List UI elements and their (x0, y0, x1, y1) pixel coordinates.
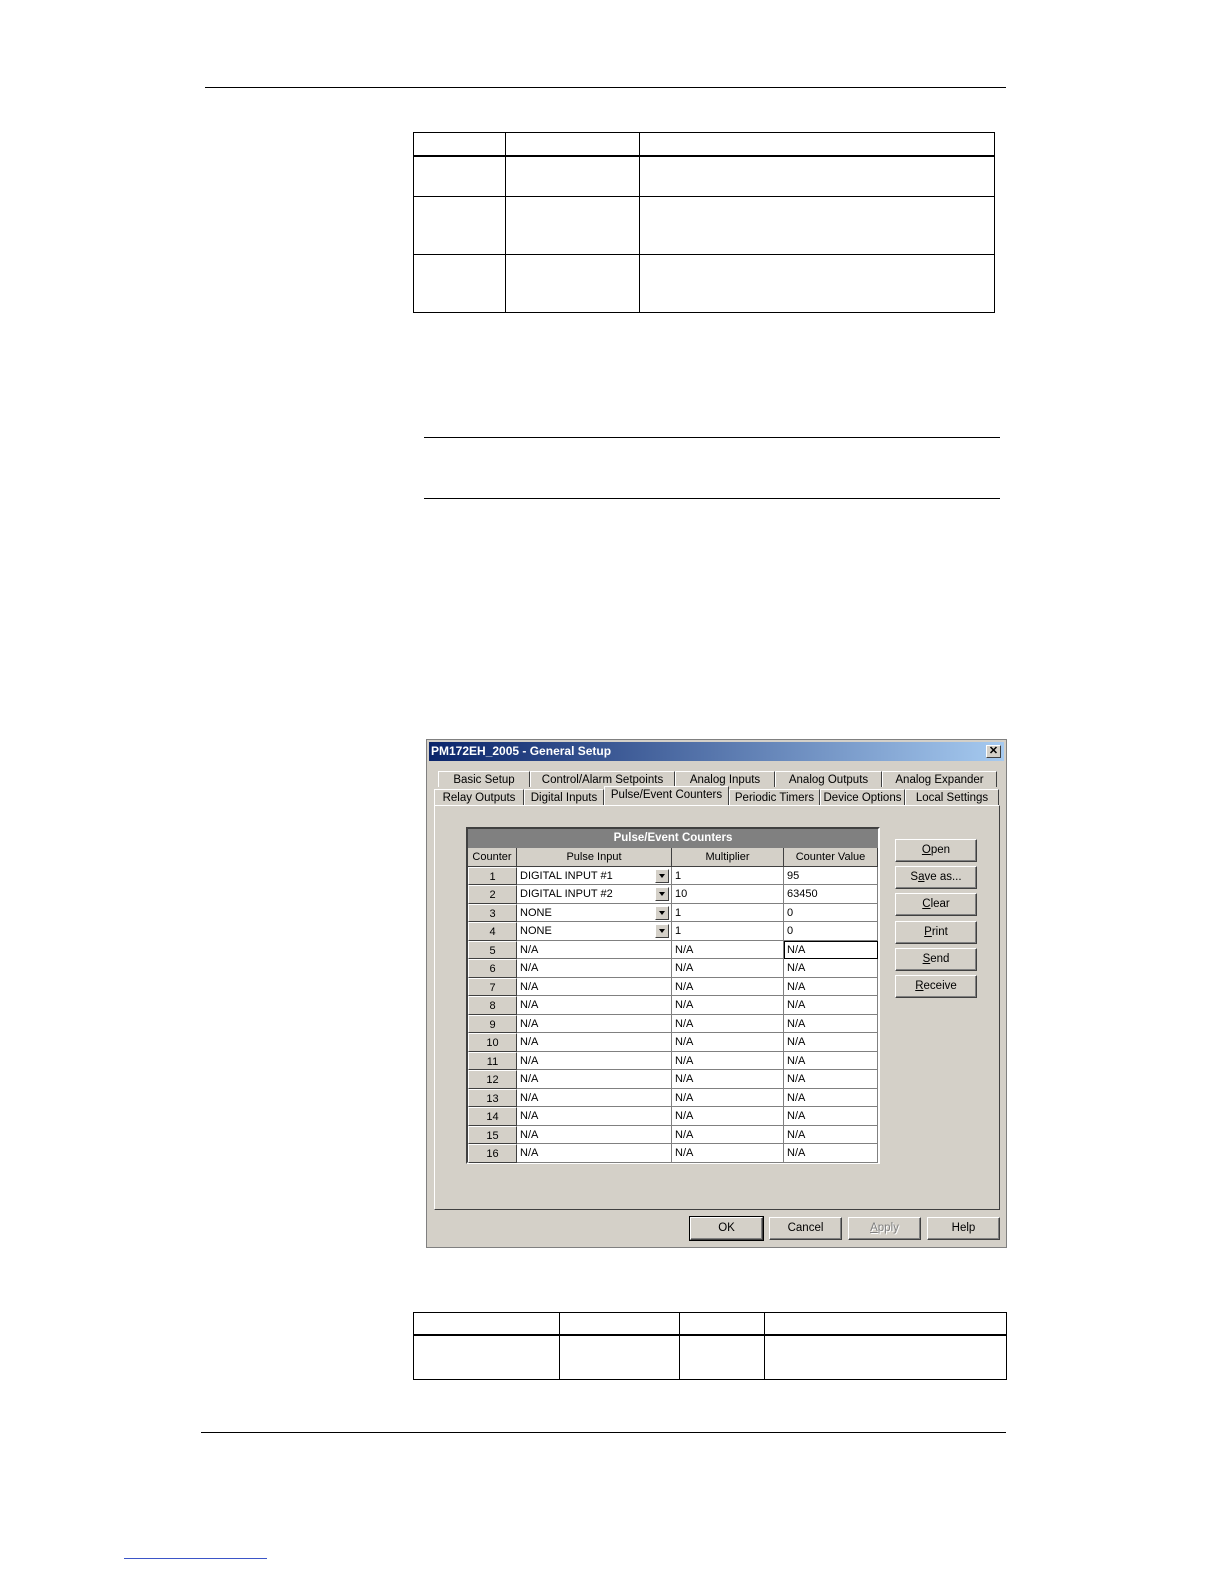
counter-number: 3 (468, 904, 517, 923)
counter-number: 10 (468, 1033, 517, 1052)
multiplier-cell[interactable]: 10 (672, 885, 784, 904)
grid-header-row (468, 848, 878, 867)
counter-value-cell[interactable]: N/A (784, 996, 878, 1015)
multiplier-cell[interactable]: 1 (672, 904, 784, 923)
counter-number: 16 (468, 1144, 517, 1163)
send-button[interactable]: Send (895, 948, 977, 971)
pulse-input-cell[interactable]: N/A (517, 1070, 672, 1089)
close-icon[interactable]: ✕ (986, 745, 1001, 758)
bottom-table (413, 1312, 1007, 1380)
table-row (468, 867, 878, 886)
table-row (468, 1107, 878, 1126)
ok-button[interactable]: OK (690, 1217, 763, 1240)
counter-value-cell[interactable]: 95 (784, 867, 878, 886)
tab-analog-inputs[interactable]: Analog Inputs (675, 771, 775, 787)
table-row (468, 1070, 878, 1089)
counter-value-cell[interactable]: N/A (784, 1070, 878, 1089)
tab-local-settings[interactable]: Local Settings (905, 789, 999, 805)
chevron-down-icon[interactable] (655, 924, 669, 938)
tab-digital-inputs[interactable]: Digital Inputs (524, 789, 604, 805)
chevron-down-icon[interactable] (655, 869, 669, 883)
column-header-counter-value: Counter Value (784, 848, 878, 867)
counter-number: 13 (468, 1089, 517, 1108)
counter-number: 15 (468, 1126, 517, 1145)
pulse-input-cell[interactable]: N/A (517, 1052, 672, 1071)
counter-number: 14 (468, 1107, 517, 1126)
general-setup-dialog (426, 739, 1007, 1248)
table-row (468, 1052, 878, 1071)
counter-value-cell[interactable]: N/A (784, 1126, 878, 1145)
multiplier-cell[interactable]: 1 (672, 867, 784, 886)
pulse-input-cell[interactable]: N/A (517, 1107, 672, 1126)
multiplier-cell[interactable]: N/A (672, 1015, 784, 1034)
dialog-title: PM172EH_2005 - General Setup (431, 744, 612, 758)
chevron-down-icon[interactable] (655, 887, 669, 901)
table-row (468, 885, 878, 904)
top-table (413, 132, 995, 313)
counter-value-cell[interactable]: N/A (784, 1089, 878, 1108)
clear-button[interactable]: Clear (895, 893, 977, 916)
counter-number: 4 (468, 922, 517, 941)
counter-value-cell[interactable]: N/A (784, 978, 878, 997)
multiplier-cell[interactable]: N/A (672, 1107, 784, 1126)
tab-analog-outputs[interactable]: Analog Outputs (775, 771, 882, 787)
counter-value-cell[interactable]: N/A (784, 941, 878, 960)
tab-relay-outputs[interactable]: Relay Outputs (434, 789, 524, 805)
grid-title: Pulse/Event Counters (468, 829, 878, 848)
multiplier-cell[interactable]: N/A (672, 1033, 784, 1052)
multiplier-cell[interactable]: N/A (672, 1070, 784, 1089)
counter-number: 6 (468, 959, 517, 978)
multiplier-cell[interactable]: N/A (672, 1089, 784, 1108)
table-row (468, 904, 878, 923)
pulse-input-cell[interactable]: N/A (517, 959, 672, 978)
note-rule-bottom (424, 498, 1000, 499)
counter-number: 9 (468, 1015, 517, 1034)
pulse-input-cell[interactable]: N/A (517, 1033, 672, 1052)
table-row (468, 1033, 878, 1052)
counter-value-cell[interactable]: N/A (784, 1144, 878, 1163)
table-row (468, 1144, 878, 1163)
counter-value-cell[interactable]: N/A (784, 959, 878, 978)
table-row (468, 978, 878, 997)
pulse-input-cell[interactable]: DIGITAL INPUT #2 (517, 885, 672, 904)
tab-pulse-event-counters[interactable]: Pulse/Event Counters (604, 786, 729, 805)
note-rule-top (424, 437, 1000, 438)
pulse-input-cell[interactable]: N/A (517, 996, 672, 1015)
counter-number: 2 (468, 885, 517, 904)
pulse-input-cell[interactable]: N/A (517, 978, 672, 997)
multiplier-cell[interactable]: N/A (672, 1126, 784, 1145)
open-button[interactable]: Open (895, 839, 977, 862)
dialog-titlebar (429, 742, 1004, 761)
multiplier-cell[interactable]: N/A (672, 941, 784, 960)
column-header-counter: Counter (468, 848, 517, 867)
pulse-input-cell[interactable]: N/A (517, 1015, 672, 1034)
pulse-input-cell[interactable]: NONE (517, 922, 672, 941)
help-button[interactable]: Help (927, 1217, 1000, 1240)
pulse-input-cell[interactable]: NONE (517, 904, 672, 923)
multiplier-cell[interactable]: N/A (672, 996, 784, 1015)
table-row (468, 922, 878, 941)
counter-value-cell[interactable]: 63450 (784, 885, 878, 904)
tab-device-options[interactable]: Device Options (820, 789, 905, 805)
counter-number: 11 (468, 1052, 517, 1071)
receive-button[interactable]: Receive (895, 975, 977, 998)
pulse-event-counters-grid (466, 827, 880, 1164)
tab-periodic-timers[interactable]: Periodic Timers (729, 789, 820, 805)
tab-control-alarm-setpoints[interactable]: Control/Alarm Setpoints (530, 771, 675, 787)
footer-link-underline (124, 1558, 267, 1559)
counter-number: 7 (468, 978, 517, 997)
tab-basic-setup[interactable]: Basic Setup (438, 771, 530, 787)
multiplier-cell[interactable]: N/A (672, 978, 784, 997)
multiplier-cell[interactable]: N/A (672, 1144, 784, 1163)
counter-value-cell[interactable]: N/A (784, 1015, 878, 1034)
print-button[interactable]: Print (895, 921, 977, 944)
save-as-button[interactable]: Save as... (895, 866, 977, 889)
table-row (468, 959, 878, 978)
cancel-button[interactable]: Cancel (769, 1217, 842, 1240)
table-row (468, 941, 878, 960)
counter-number: 12 (468, 1070, 517, 1089)
table-row (468, 1015, 878, 1034)
counter-number: 5 (468, 941, 517, 960)
counter-number: 8 (468, 996, 517, 1015)
pulse-input-cell[interactable]: N/A (517, 941, 672, 960)
column-header-pulse-input: Pulse Input (517, 848, 672, 867)
footer-rule (201, 1432, 1006, 1433)
tab-analog-expander[interactable]: Analog Expander (882, 771, 997, 787)
apply-button[interactable]: Apply (848, 1217, 921, 1240)
pulse-input-cell[interactable]: N/A (517, 1126, 672, 1145)
header-rule (205, 87, 1006, 88)
counter-value-cell[interactable]: 0 (784, 904, 878, 923)
counter-number: 1 (468, 867, 517, 886)
table-row (468, 1126, 878, 1145)
pulse-input-cell[interactable]: N/A (517, 1089, 672, 1108)
chevron-down-icon[interactable] (655, 906, 669, 920)
counter-value-cell[interactable]: N/A (784, 1052, 878, 1071)
table-row (468, 996, 878, 1015)
counter-value-cell[interactable]: 0 (784, 922, 878, 941)
multiplier-cell[interactable]: 1 (672, 922, 784, 941)
pulse-input-cell[interactable]: DIGITAL INPUT #1 (517, 867, 672, 886)
multiplier-cell[interactable]: N/A (672, 959, 784, 978)
counter-value-cell[interactable]: N/A (784, 1033, 878, 1052)
multiplier-cell[interactable]: N/A (672, 1052, 784, 1071)
column-header-multiplier: Multiplier (672, 848, 784, 867)
table-row (468, 1089, 878, 1108)
counter-value-cell[interactable]: N/A (784, 1107, 878, 1126)
pulse-input-cell[interactable]: N/A (517, 1144, 672, 1163)
